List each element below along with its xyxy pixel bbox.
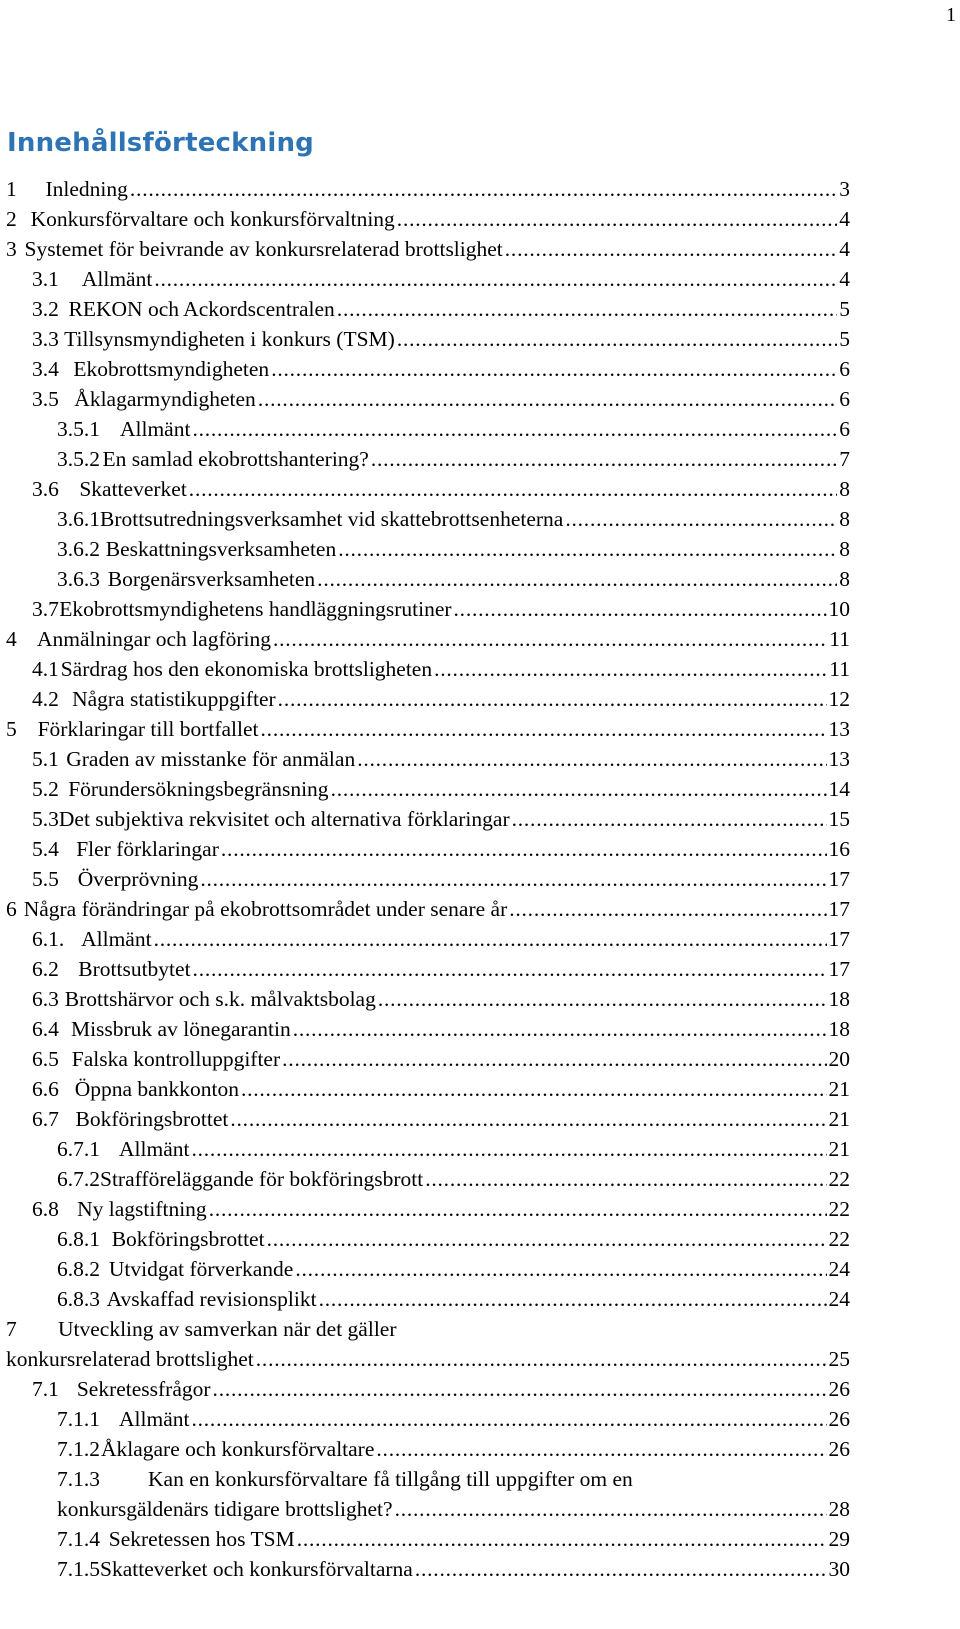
toc-entry-number: 5.2 (32, 777, 59, 801)
toc-entry-page: 8 (839, 507, 850, 531)
toc-entry-title: Falska kontrolluppgifter (71, 1047, 281, 1071)
toc-entry[interactable] (0, 234, 850, 264)
dot-leader (261, 714, 827, 744)
toc-entry[interactable] (0, 564, 850, 594)
toc-entry[interactable] (0, 204, 850, 234)
toc-entry-number: 6.2 (32, 957, 59, 981)
toc-entry[interactable] (0, 744, 850, 774)
toc-entry-title: Bokföringsbrottet (111, 1227, 265, 1251)
toc-entry-title: Inledning (45, 177, 128, 201)
toc-entry[interactable] (0, 954, 850, 984)
dot-leader (295, 1254, 826, 1284)
toc-entry-number: 6.7.1 (57, 1137, 100, 1161)
toc-entry-page: 7 (839, 447, 850, 471)
toc-entry[interactable] (0, 1044, 850, 1074)
dot-leader (565, 504, 837, 534)
dot-leader (297, 1524, 827, 1554)
toc-entry-title: Utvidgat förverkande (108, 1257, 294, 1281)
toc-entry[interactable] (0, 1374, 850, 1404)
toc-entry-title: Särdrag hos den ekonomiska brottsligheten (60, 657, 433, 681)
dot-leader (425, 1164, 826, 1194)
toc-entry-title-continued: konkursgäldenärs tidigare brottslighet? (57, 1497, 393, 1521)
toc-entry-title: Graden av misstanke för anmälan (66, 747, 356, 771)
toc-entry-page: 8 (839, 537, 850, 561)
toc-entry-number: 6.7.2 (57, 1167, 100, 1191)
toc-entry-page: 5 (839, 297, 850, 321)
toc-entry-number: 3.2 (32, 297, 59, 321)
toc-entry-page: 16 (828, 837, 850, 861)
toc-entry-number: 7.1.5 (57, 1557, 100, 1581)
toc-entry-number: 7.1 (32, 1377, 59, 1401)
toc-entry[interactable] (0, 864, 850, 894)
toc-entry[interactable] (0, 924, 850, 954)
toc-entry-page: 4 (839, 237, 850, 261)
dot-leader (397, 204, 837, 234)
toc-entry-number: 4.1 (32, 657, 59, 681)
dot-leader (273, 624, 827, 654)
toc-entry-title: Skatteverket och konkursförvaltarna (100, 1557, 413, 1581)
dot-leader (357, 744, 826, 774)
toc-entry-number: 3.1 (32, 267, 59, 291)
toc-entry-number: 3.6.2 (57, 537, 100, 561)
dot-leader (378, 984, 827, 1014)
toc-entry-number: 7.1.4 (57, 1527, 100, 1551)
toc-entry-number: 3.5 (32, 387, 59, 411)
toc-entry-number: 4.2 (32, 687, 59, 711)
toc-entry[interactable] (0, 444, 850, 474)
dot-leader (154, 924, 827, 954)
toc-entry-page: 24 (828, 1257, 850, 1281)
dot-leader (505, 234, 837, 264)
dot-leader (337, 294, 837, 324)
toc-entry[interactable] (0, 1554, 850, 1584)
toc-entry-title: Överprövning (77, 867, 199, 891)
toc-entry-page: 4 (839, 207, 850, 231)
toc-entry-number: 1 (6, 177, 17, 201)
toc-entry-title: Förundersökningsbegränsning (68, 777, 329, 801)
toc-entry-page: 11 (829, 657, 850, 681)
toc-entry-page: 6 (839, 417, 850, 441)
toc-entry-page: 12 (828, 687, 850, 711)
toc-entry-title: Konkursförvaltare och konkursförvaltning (30, 207, 395, 231)
toc-entry-number: 6.8.1 (57, 1227, 100, 1251)
toc-entry-number: 6.6 (32, 1077, 59, 1101)
toc-entry[interactable] (0, 834, 850, 864)
dot-leader (241, 1074, 827, 1104)
toc-entry[interactable] (0, 804, 850, 834)
dot-leader (267, 1224, 827, 1254)
toc-entry[interactable] (0, 984, 850, 1014)
toc-entry-title: Allmänt (81, 267, 153, 291)
toc-entry[interactable] (0, 1524, 850, 1554)
toc-entry-page: 18 (828, 1017, 850, 1041)
toc-entry-number: 6.3 (32, 987, 59, 1011)
toc-entry-title: Öppna bankkonton (74, 1077, 239, 1101)
toc-entry-title: Systemet för beivrande av konkursrelaterad brottslighet (24, 237, 503, 261)
dot-leader (130, 174, 837, 204)
toc-entry-title: Beskattningsverksamheten (105, 537, 337, 561)
toc-entry-number: 3.5.1 (57, 417, 100, 441)
dot-leader (258, 384, 837, 414)
toc-entry-title: Brottshärvor och s.k. målvaktsbolag (64, 987, 376, 1011)
toc-entry-page: 6 (839, 387, 850, 411)
toc-entry-title: Missbruk av lönegarantin (70, 1017, 291, 1041)
dot-leader (434, 654, 827, 684)
toc-entry[interactable] (0, 1014, 850, 1044)
toc-entry-number: 3.5.2 (57, 447, 100, 471)
toc-entry-title: Ekobrottsmyndighetens handläggningsrutiner (59, 597, 452, 621)
toc-entry-number: 6 (6, 897, 17, 921)
dot-leader (512, 804, 827, 834)
toc-entry-title: Förklaringar till bortfallet (37, 717, 259, 741)
toc-entry[interactable] (0, 774, 850, 804)
toc-entry-number: 6.8.2 (57, 1257, 100, 1281)
dot-leader (230, 1104, 826, 1134)
dot-leader (319, 1284, 827, 1314)
toc-entry-number: 6.4 (32, 1017, 59, 1041)
toc-entry[interactable] (0, 384, 850, 414)
toc-entry-title: Sekretessfrågor (76, 1377, 211, 1401)
toc-entry-title: Ekobrottsmyndigheten (73, 357, 270, 381)
toc-entry-number: 3.3 (32, 327, 59, 351)
toc-entry-title: Det subjektiva rekvisitet och alternativa förklaringar (58, 807, 510, 831)
toc-entry[interactable] (0, 414, 850, 444)
toc-entry-page: 22 (828, 1197, 850, 1221)
dot-leader (376, 1434, 826, 1464)
toc-entry-page: 26 (828, 1437, 850, 1461)
dot-leader (256, 1344, 827, 1374)
toc-entry-number: 6.7 (32, 1107, 59, 1131)
toc-entry-page: 22 (828, 1167, 850, 1191)
toc-entry-page: 25 (828, 1347, 850, 1371)
toc-entry-page: 6 (839, 357, 850, 381)
dot-leader (221, 834, 827, 864)
toc-entry-number: 3.7 (32, 597, 59, 621)
toc-entry-page: 26 (828, 1407, 850, 1431)
toc-entry[interactable] (0, 1254, 850, 1284)
toc-entry-title: Strafföreläggande för bokföringsbrott (100, 1167, 424, 1191)
toc-entry-page: 21 (828, 1137, 850, 1161)
toc-entry-page: 14 (828, 777, 850, 801)
toc-entry-number: 6.1. (32, 927, 65, 951)
toc-entry-title: Skatteverket (79, 477, 187, 501)
toc-entry[interactable] (0, 324, 850, 354)
toc-entry-number: 7.1.2 (57, 1437, 100, 1461)
toc-entry-title: Allmänt (119, 1407, 190, 1431)
toc-entry[interactable] (0, 1434, 850, 1464)
toc-entry-number: 4 (6, 627, 17, 651)
toc-entry-number: 3.6.3 (57, 567, 100, 591)
dot-leader (200, 864, 826, 894)
toc-entry[interactable] (0, 654, 850, 684)
dot-leader (371, 444, 837, 474)
toc-heading: Innehållsförteckning (7, 128, 314, 158)
dot-leader (293, 1014, 827, 1044)
toc-entry-title: Brottsutbytet (78, 957, 191, 981)
toc-entry-page: 5 (839, 327, 850, 351)
toc-entry-title: Borgenärsverksamheten (107, 567, 316, 591)
toc-entry-number: 7.1.3 (57, 1467, 100, 1491)
toc-entry-page: 26 (828, 1377, 850, 1401)
dot-leader (271, 354, 837, 384)
dot-leader (191, 1404, 826, 1434)
dot-leader (154, 264, 837, 294)
toc-entry-number: 5.4 (32, 837, 59, 861)
toc-entry-title: Utveckling av samverkan när det gäller (58, 1317, 397, 1341)
toc-entry-title: Avskaffad revisionsplikt (106, 1287, 317, 1311)
dot-leader (278, 684, 827, 714)
toc-entry-number: 5 (6, 717, 17, 741)
toc-entry-title: En samlad ekobrottshantering? (102, 447, 369, 471)
toc-entry-page: 20 (828, 1047, 850, 1071)
toc-entry-title: Sekretessen hos TSM (108, 1527, 295, 1551)
dot-leader (338, 534, 837, 564)
toc-entry-title: Anmälningar och lagföring (36, 627, 271, 651)
toc-entry-page: 4 (839, 267, 850, 291)
dot-leader (397, 324, 837, 354)
toc-entry-title: Åklagarmyndigheten (74, 387, 256, 411)
dot-leader (189, 474, 837, 504)
toc-entry-continuation[interactable] (0, 1344, 850, 1374)
toc-entry[interactable] (0, 684, 850, 714)
toc-entry[interactable] (0, 1104, 850, 1134)
toc-entry[interactable] (0, 474, 850, 504)
toc-entry-number: 7.1.1 (57, 1407, 100, 1431)
toc-entry-page: 13 (828, 747, 850, 771)
toc-entry-page: 17 (828, 867, 850, 891)
toc-entry-title: Bokföringsbrottet (75, 1107, 229, 1131)
toc-entry-number: 6.8 (32, 1197, 59, 1221)
dot-leader (317, 564, 837, 594)
page-number: 1 (946, 4, 956, 26)
toc-entry[interactable] (0, 1194, 850, 1224)
toc-entry[interactable] (0, 1134, 850, 1164)
toc-entry-page: 17 (828, 927, 850, 951)
toc-entry-page: 30 (828, 1557, 850, 1581)
toc-entry[interactable] (0, 594, 850, 624)
toc-entry[interactable] (0, 714, 850, 744)
dot-leader (209, 1194, 827, 1224)
dot-leader (282, 1044, 826, 1074)
toc-entry-title: Allmänt (119, 1137, 190, 1161)
toc-entry-page: 17 (828, 897, 850, 921)
toc-entry-number: 5.3 (32, 807, 59, 831)
toc-entry-page: 21 (828, 1107, 850, 1131)
toc-entry-number: 3.6.1 (57, 507, 100, 531)
toc-entry[interactable] (0, 504, 850, 534)
dot-leader (193, 954, 827, 984)
toc-entry-continuation[interactable] (0, 1494, 850, 1524)
toc-entry-number: 6.8.3 (57, 1287, 100, 1311)
toc-entry-number: 5.1 (32, 747, 59, 771)
toc-entry[interactable] (0, 1074, 850, 1104)
toc-entry-number: 7 (6, 1317, 17, 1341)
toc-entry-number: 3.6 (32, 477, 59, 501)
toc-entry-title: Åklagare och konkursförvaltare (100, 1437, 375, 1461)
toc-entry-page: 10 (828, 597, 850, 621)
toc-entry-title-continued: konkursrelaterad brottslighet (6, 1347, 254, 1371)
toc-entry-page: 11 (829, 627, 850, 651)
dot-leader (454, 594, 827, 624)
toc-entry-page: 8 (839, 567, 850, 591)
toc-entry-number: 3.4 (32, 357, 59, 381)
toc-entry-page: 18 (828, 987, 850, 1011)
toc-entry-title: Brottsutredningsverksamhet vid skattebrottsenheterna (100, 507, 564, 531)
toc-entry-page: 8 (839, 477, 850, 501)
toc-entry-number: 2 (6, 207, 17, 231)
dot-leader (415, 1554, 827, 1584)
toc-entry[interactable] (0, 294, 850, 324)
toc-entry[interactable] (0, 534, 850, 564)
toc-entry[interactable] (0, 354, 850, 384)
dot-leader (331, 774, 827, 804)
toc-entry-title: Tillsynsmyndigheten i konkurs (TSM) (64, 327, 395, 351)
toc-entry-page: 24 (828, 1287, 850, 1311)
toc-entry-page: 29 (828, 1527, 850, 1551)
toc-entry-title: Fler förklaringar (76, 837, 219, 861)
toc-entry-page: 28 (828, 1497, 850, 1521)
toc-entry-title: Några statistikuppgifter (72, 687, 276, 711)
toc-entry-title: Ny lagstiftning (77, 1197, 207, 1221)
toc-entry[interactable] (0, 264, 850, 294)
dot-leader (191, 1134, 826, 1164)
toc-entry-title: Kan en konkursförvaltare få tillgång till uppgifter om en (148, 1467, 633, 1491)
toc-entry-page: 21 (828, 1077, 850, 1101)
dot-leader (213, 1374, 827, 1404)
toc-entry[interactable] (0, 1284, 850, 1314)
toc-entry-title: REKON och Ackordscentralen (68, 297, 335, 321)
toc-entry-page: 17 (828, 957, 850, 981)
toc-entry-title: Några förändringar på ekobrottsområdet under senare år (23, 897, 508, 921)
toc-entry[interactable] (0, 894, 850, 924)
toc-entry[interactable] (0, 1224, 850, 1254)
toc-entry-page: 3 (839, 177, 850, 201)
toc-entry-title: Allmänt (119, 417, 191, 441)
toc-entry-number: 5.5 (32, 867, 59, 891)
toc-entry[interactable] (0, 1404, 850, 1434)
toc-entry-title: Allmänt (81, 927, 152, 951)
toc-entry-page: 13 (828, 717, 850, 741)
toc-entry-number: 3 (6, 237, 17, 261)
toc-entry-page: 15 (828, 807, 850, 831)
toc-entry[interactable] (0, 1464, 850, 1494)
dot-leader (509, 894, 826, 924)
toc-entry-number: 6.5 (32, 1047, 59, 1071)
dot-leader (192, 414, 837, 444)
toc-entry-page: 22 (828, 1227, 850, 1251)
toc-entry[interactable] (0, 174, 850, 204)
toc-entry[interactable] (0, 1164, 850, 1194)
toc-entry[interactable] (0, 1314, 850, 1344)
toc-entry[interactable] (0, 624, 850, 654)
dot-leader (395, 1494, 827, 1524)
